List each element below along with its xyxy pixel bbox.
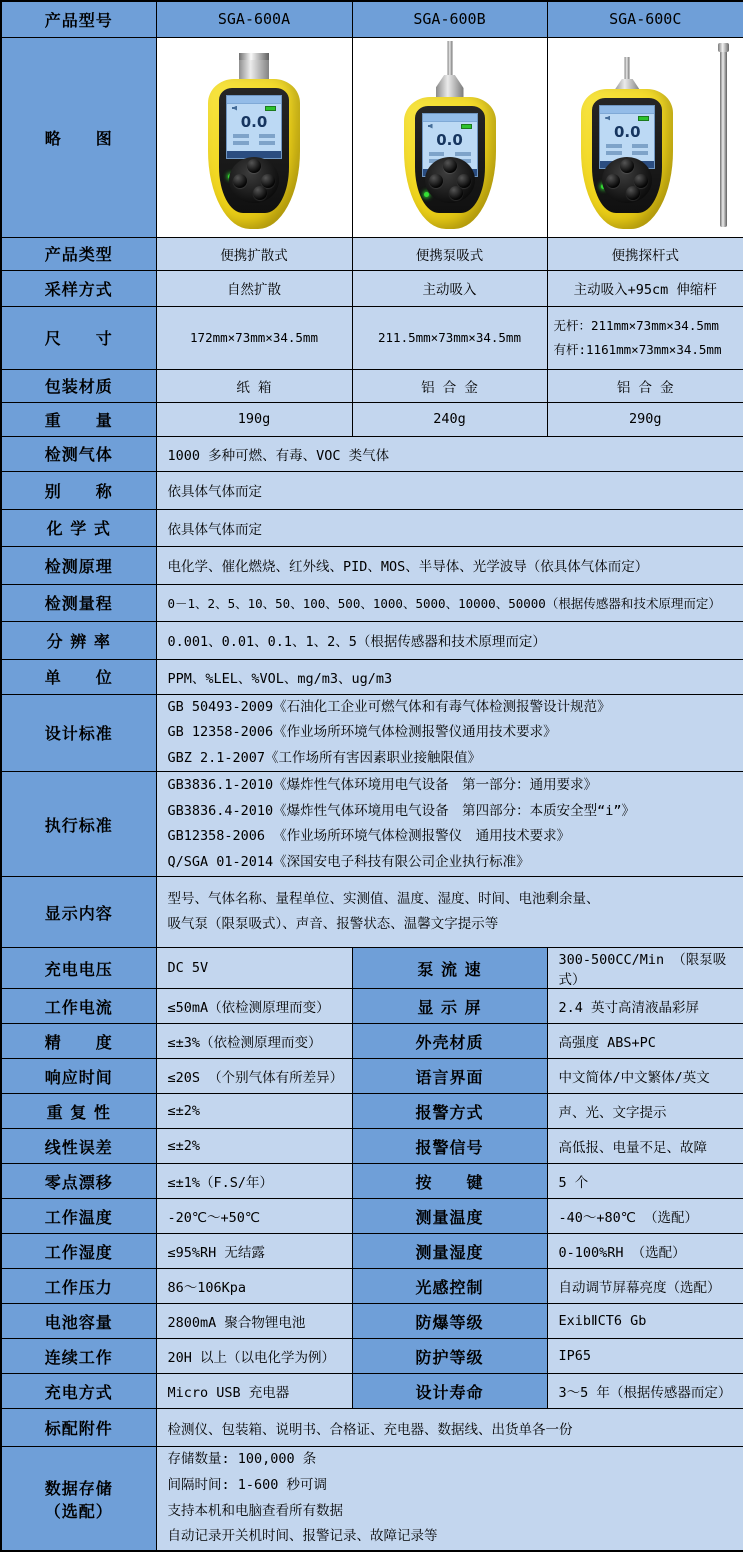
data-storage-label-line: （选配） [44,1501,113,1521]
button-pad [229,157,279,203]
spec-value: 中文简体/中文繁体/英文 [547,1059,743,1094]
spec-label: 工作湿度 [1,1234,156,1269]
spec-value: ≤50mA（依检测原理而变） [156,989,352,1024]
spec-value: 20H 以上（以电化学为例） [156,1339,352,1374]
spec-value: 86～106Kpa [156,1269,352,1304]
spec-label: 充电电压 [1,948,156,989]
data-storage-line: 支持本机和电脑查看所有数据 [167,1502,343,1519]
lcd-titlebar [423,114,477,122]
spec-row [1,1339,743,1374]
spec-value: 自动调节屏幕亮度（选配） [547,1269,743,1304]
label-sampling: 采样方式 [1,270,156,306]
row-resolution [1,621,743,659]
row-sketch [1,37,743,237]
data-storage-line: 存储数量: 100,000 条 [167,1451,317,1468]
spec-label: 按 键 [352,1164,547,1199]
detect-principle-value: 电化学、催化燃烧、红外线、PID、MOS、半导体、光学波导（依具体气体而定） [156,546,743,584]
display-content-value [156,877,743,948]
package-a: 纸 箱 [156,369,352,402]
spec-value: 声、光、文字提示 [547,1094,743,1129]
product-image-sga-600b [352,37,547,237]
spec-value: -20℃～+50℃ [156,1199,352,1234]
spec-row [1,1164,743,1199]
spec-label: 光感控制 [352,1269,547,1304]
exec-standard-line: Q/SGA 01-2014《深国安电子科技有限公司企业执行标准》 [167,854,530,871]
size-b: 211.5mm×73mm×34.5mm [352,306,547,369]
device-front-panel [415,106,485,213]
spec-label: 报警信号 [352,1129,547,1164]
row-detect-principle [1,546,743,584]
lcd-titlebar [600,106,654,114]
product-type-a: 便携扩散式 [156,237,352,270]
spec-label: 设计寿命 [352,1374,547,1409]
spec-value: ExibⅡCT6 Gb [547,1304,743,1339]
device-body [581,89,673,229]
exec-standard-line: GB3836.4-2010《爆炸性气体环境用电气设备 第四部分：本质安全型“i”》 [167,802,636,819]
spec-label: 测量温度 [352,1199,547,1234]
row-weight [1,402,743,436]
design-standard-value [156,694,743,772]
row-unit [1,659,743,694]
spec-label: 测量湿度 [352,1234,547,1269]
row-product-model [1,1,743,37]
spec-label: 工作温度 [1,1199,156,1234]
menu-button-icon [247,159,261,173]
package-c: 铝 合 金 [547,369,743,402]
detect-range-value: 0－1、2、5、10、50、100、500、1000、5000、10000、50000（根据传感器和技术原理而定） [156,584,743,621]
spec-value: ≤20S （个别气体有所差异） [156,1059,352,1094]
left-button-icon [429,174,443,188]
label-size: 尺 寸 [1,306,156,369]
resolution-value: 0.001、0.01、0.1、1、2、5（根据传感器和技术原理而定） [156,621,743,659]
spec-value: ≤±3%（依检测原理而变） [156,1024,352,1059]
detect-gas-value: 1000 多种可燃、有毒、VOC 类气体 [156,436,743,471]
spec-row [1,1374,743,1409]
lcd-status-icons [604,115,650,123]
lcd-reading: 0.0 [436,130,463,149]
spec-value: ≤±2% [156,1094,352,1129]
label-unit: 单 位 [1,659,156,694]
sampling-b: 主动吸入 [352,270,547,306]
label-product-type: 产品类型 [1,237,156,270]
lcd-data-row [233,134,275,138]
chem-formula-value: 依具体气体而定 [156,509,743,546]
exec-standard-line: GB3836.1-2010《爆炸性气体环境用电气设备 第一部分：通用要求》 [167,777,598,794]
device-probe [581,41,673,229]
left-button-icon [606,174,620,188]
display-content-line: 型号、气体名称、量程单位、实测值、温度、湿度、时间、电池剩余量、 [167,890,600,907]
spec-label: 连续工作 [1,1339,156,1374]
row-size [1,306,743,369]
product-type-b: 便携泵吸式 [352,237,547,270]
spec-label: 电池容量 [1,1304,156,1339]
spec-row [1,1199,743,1234]
speaker-icon [428,124,433,129]
label-product-model: 产品型号 [1,1,156,37]
row-exec-standard [1,772,743,877]
spec-value: ≤±1%（F.S/年） [156,1164,352,1199]
row-alias [1,471,743,509]
lcd-titlebar [227,96,281,104]
enter-button-icon [626,186,640,200]
spec-label: 泵 流 速 [352,948,547,989]
device-front-panel [219,88,289,213]
battery-icon [638,116,649,121]
spec-row [1,948,743,989]
display-content-line: 吸气泵（限泵吸式）、声音、报警状态、温馨文字提示等 [167,916,499,933]
size-c [547,306,743,369]
model-name-sga-600c: SGA-600C [547,1,743,37]
size-a: 172mm×73mm×34.5mm [156,306,352,369]
package-b: 铝 合 金 [352,369,547,402]
row-accessories [1,1409,743,1447]
label-detect-principle: 检测原理 [1,546,156,584]
spec-value: 300-500CC/Min （限泵吸式） [547,948,743,989]
spec-label: 外壳材质 [352,1024,547,1059]
label-detect-range: 检测量程 [1,584,156,621]
exec-standard-line: GB12358-2006 《作业场所环境气体检测报警仪 通用技术要求》 [167,828,571,845]
row-product-type [1,237,743,270]
row-sampling [1,270,743,306]
spec-row [1,1234,743,1269]
exec-standard-value [156,772,743,877]
lcd-reading: 0.0 [613,122,641,141]
spec-value: 2800mA 聚合物锂电池 [156,1304,352,1339]
sampling-a: 自然扩散 [156,270,352,306]
sampling-c: 主动吸入+95cm 伸缩杆 [547,270,743,306]
spec-row [1,1094,743,1129]
spec-label: 显 示 屏 [352,989,547,1024]
label-chem-formula: 化 学 式 [1,509,156,546]
lcd-status-icons [231,105,277,113]
enter-button-icon [253,186,267,200]
weight-b: 240g [352,402,547,436]
data-storage-line: 自动记录开关机时间、报警记录、故障记录等 [167,1528,438,1545]
spec-label: 零点漂移 [1,1164,156,1199]
row-display-content [1,877,743,948]
lcd-data-row [429,152,471,156]
data-storage-value [156,1447,743,1551]
spec-value: ≤±2% [156,1129,352,1164]
lcd-data-row [606,151,648,155]
label-detect-gas: 检测气体 [1,436,156,471]
device-screen [226,95,282,159]
label-alias: 别 称 [1,471,156,509]
data-storage-line: 间隔时间: 1-600 秒可调 [167,1477,328,1494]
size-c-without-rod: 无杆：211mm×73mm×34.5mm [553,317,719,333]
lcd-reading: 0.0 [240,112,268,131]
spec-label: 重 复 性 [1,1094,156,1129]
design-standard-line: GBZ 2.1-2007《工作场所有害因素职业接触限值》 [167,749,482,766]
spec-value: ≤95%RH 无结露 [156,1234,352,1269]
product-image-sga-600a [156,37,352,237]
device-pump [404,41,496,229]
design-standard-line: GB 50493-2009《石油化工企业可燃气体和有毒气体检测报警设计规范》 [167,698,611,715]
lcd-data-row [233,141,275,145]
telescopic-rod-icon [720,51,727,227]
menu-button-icon [620,159,634,173]
spec-label: 响应时间 [1,1059,156,1094]
device-body [208,79,300,229]
label-sketch: 略 图 [1,37,156,237]
spec-label: 防爆等级 [352,1304,547,1339]
label-design-standard: 设计标准 [1,694,156,772]
alias-value: 依具体气体而定 [156,471,743,509]
spec-value: 3～5 年（根据传感器而定） [547,1374,743,1409]
size-c-with-rod: 有杆:1161mm×73mm×34.5mm [553,341,722,357]
spec-label: 线性误差 [1,1129,156,1164]
label-package: 包装材质 [1,369,156,402]
battery-icon [461,124,472,129]
speaker-icon [605,116,610,121]
label-data-storage [1,1447,156,1551]
product-image-sga-600c [547,37,743,237]
spec-row [1,1024,743,1059]
spec-row [1,989,743,1024]
row-design-standard [1,694,743,772]
spec-label: 精 度 [1,1024,156,1059]
label-display-content: 显示内容 [1,877,156,948]
spec-row [1,1304,743,1339]
spec-value: 高强度 ABS+PC [547,1024,743,1059]
spec-row [1,1129,743,1164]
device-body [404,97,496,229]
accessories-value: 检测仪、包装箱、说明书、合格证、充电器、数据线、出货单各一份 [156,1409,743,1447]
enter-button-icon [449,186,463,200]
spec-label: 充电方式 [1,1374,156,1409]
design-standard-line: GB 12358-2006《作业场所环境气体检测报警仪通用技术要求》 [167,724,557,741]
device-diffusion [208,41,300,229]
label-exec-standard: 执行标准 [1,772,156,877]
battery-icon [265,106,276,111]
speaker-icon [232,106,237,111]
label-weight: 重 量 [1,402,156,436]
label-accessories: 标配附件 [1,1409,156,1447]
spec-label: 工作压力 [1,1269,156,1304]
row-package [1,369,743,402]
spec-label: 工作电流 [1,989,156,1024]
spec-label: 语言界面 [352,1059,547,1094]
button-pad [602,157,652,203]
button-pad [425,157,475,203]
device-front-panel [592,98,662,213]
spec-value: 0-100%RH （选配） [547,1234,743,1269]
spec-value: 2.4 英寸高清液晶彩屏 [547,989,743,1024]
spec-value: DC 5V [156,948,352,989]
row-chem-formula [1,509,743,546]
label-resolution: 分 辨 率 [1,621,156,659]
model-name-sga-600a: SGA-600A [156,1,352,37]
weight-c: 290g [547,402,743,436]
spec-label: 防护等级 [352,1339,547,1374]
probe-rod-icon [447,41,452,79]
row-data-storage [1,1447,743,1551]
spec-value: -40～+80℃ （选配） [547,1199,743,1234]
spec-row [1,1269,743,1304]
spec-value: 5 个 [547,1164,743,1199]
spec-label: 报警方式 [352,1094,547,1129]
menu-button-icon [443,159,457,173]
data-storage-label-line: 数据存储 [44,1478,113,1498]
spec-row [1,1059,743,1094]
model-name-sga-600b: SGA-600B [352,1,547,37]
row-detect-range [1,584,743,621]
spec-value: Micro USB 充电器 [156,1374,352,1409]
spec-value: 高低报、电量不足、故障 [547,1129,743,1164]
lcd-status-icons [427,123,473,131]
row-detect-gas [1,436,743,471]
spec-value: IP65 [547,1339,743,1374]
lcd-data-row [606,144,648,148]
unit-value: PPM、%LEL、%VOL、mg/m3、ug/m3 [156,659,743,694]
product-type-c: 便携探杆式 [547,237,743,270]
left-button-icon [233,174,247,188]
weight-a: 190g [156,402,352,436]
